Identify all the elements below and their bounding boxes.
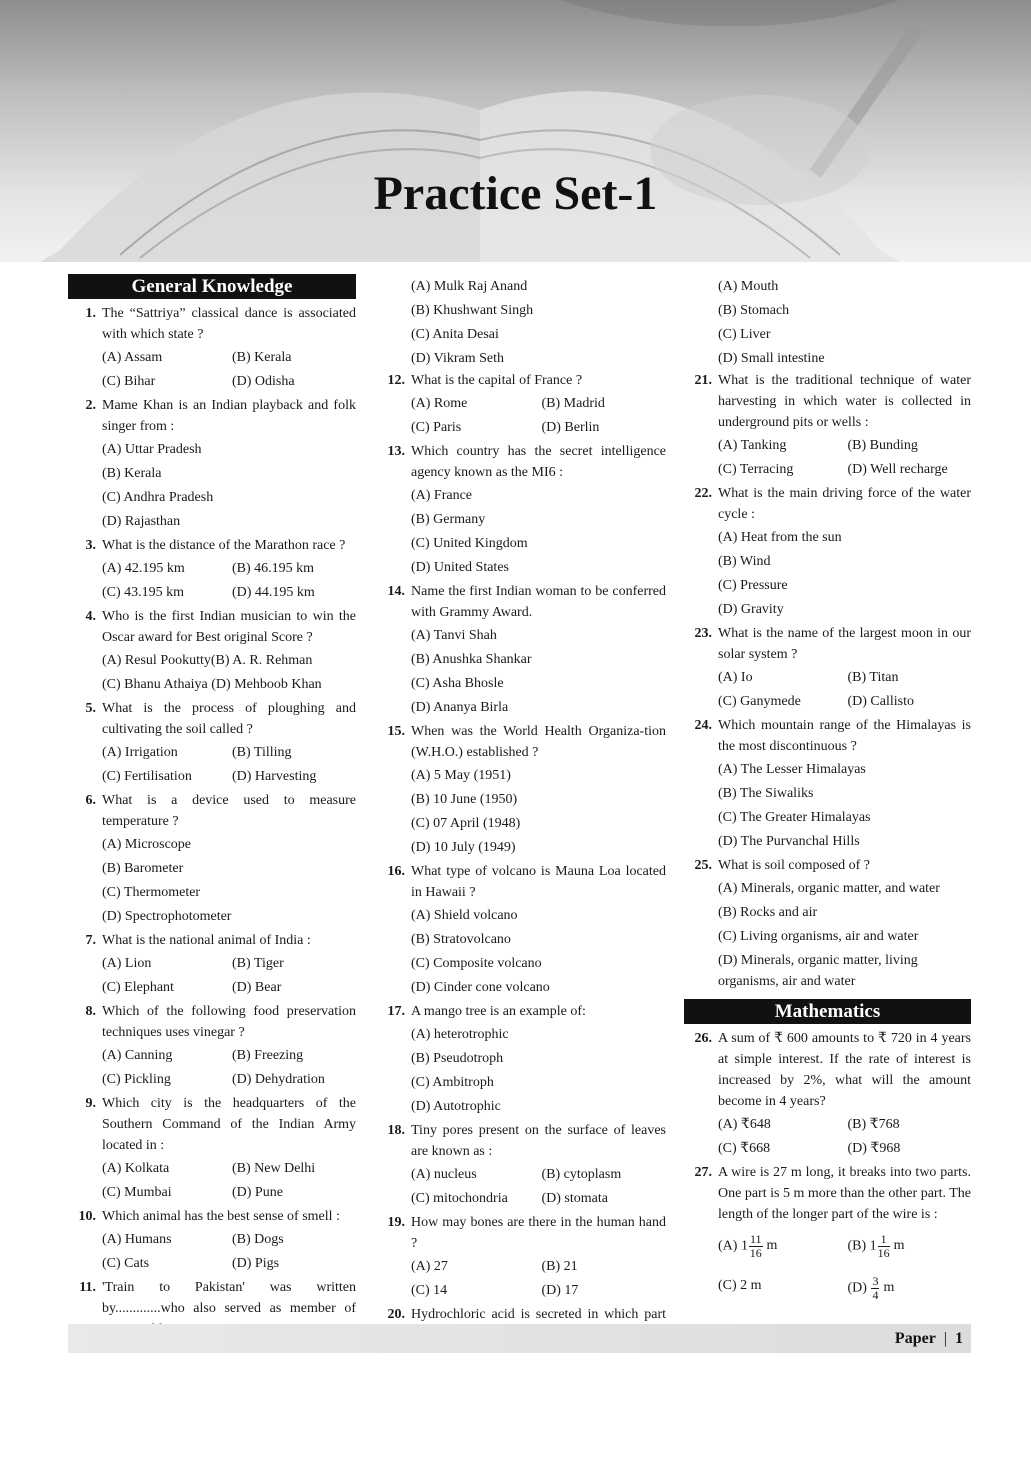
question-item — [68, 1001, 356, 1091]
option-text: (A) Tanvi Shah — [411, 627, 497, 643]
column-middle — [377, 274, 666, 1348]
question-number: 22. — [694, 486, 712, 501]
option-text: (C) Liver — [718, 326, 771, 342]
option-text: (D) The Purvanchal Hills — [718, 833, 860, 849]
option-text: (A) 27 — [411, 1258, 448, 1274]
option-text: (B) Titan — [847, 669, 899, 685]
fraction-numerator: 11 — [749, 1231, 762, 1246]
question-options — [102, 1043, 356, 1091]
option-text: (A) Kolkata — [102, 1160, 170, 1176]
question-row — [68, 303, 356, 345]
question-row — [377, 370, 666, 391]
question-options — [718, 757, 971, 853]
option-text: (C) United Kingdom — [411, 535, 528, 551]
option-text: (D) ₹968 — [847, 1140, 901, 1156]
question-item — [68, 303, 356, 393]
question-row — [68, 1093, 356, 1156]
option-text: (A) nucleus — [411, 1166, 477, 1182]
option-text: (A) Microscope — [102, 836, 192, 852]
option-text: (B) 10 June (1950) — [411, 791, 518, 807]
question-number: 6. — [85, 793, 96, 808]
question-options — [411, 391, 666, 439]
question-item — [377, 1120, 666, 1210]
question-options — [102, 1227, 356, 1275]
option-text: (C) Terracing — [718, 461, 794, 477]
option-text: (A) Minerals, organic matter, and water — [718, 880, 940, 896]
section-header-general-knowledge: General Knowledge — [68, 274, 356, 299]
question-options — [411, 1254, 666, 1302]
question-text: Who is the first Indian musician to win the Oscar award for Best original Score ? — [102, 609, 356, 645]
section-header-mathematics: Mathematics — [684, 999, 971, 1024]
question-options — [102, 437, 356, 533]
option-text: (B) The Siwaliks — [718, 785, 814, 801]
option-text: (D) Ananya Birla — [411, 699, 509, 715]
option-text: (C) Thermometer — [102, 884, 201, 900]
option-text: (C) Andhra Pradesh — [102, 489, 214, 505]
question-number: 20. — [387, 1307, 405, 1322]
option-text: (C) Bihar — [102, 373, 156, 389]
question-text: What type of volcano is Mauna Loa located in Hawaii ? — [411, 864, 666, 900]
option-text: (B) Freezing — [232, 1047, 304, 1063]
option-text: (A) France — [411, 487, 473, 503]
question-options — [411, 623, 666, 719]
option-text: (A) Humans — [102, 1231, 172, 1247]
question-number: 2. — [85, 398, 96, 413]
question-item — [68, 606, 356, 696]
option-text: (A) ₹648 — [718, 1116, 771, 1132]
option-text: (D) 10 July (1949) — [411, 839, 516, 855]
question-text: What is the main driving force of the water cycle : — [718, 486, 971, 522]
fraction-unit: m — [883, 1280, 895, 1296]
question-text: A sum of ₹ 600 amounts to ₹ 720 in 4 years at simple interest. If the rate of interest is increased by 2%, what will the amount become in 4 years? — [718, 1031, 971, 1109]
question-11-options — [411, 274, 666, 370]
option-text: (A) heterotrophic — [411, 1026, 509, 1042]
question-row — [684, 483, 971, 525]
option-fraction — [848, 1231, 972, 1261]
option-text: (D) Vikram Seth — [411, 350, 504, 366]
option-text: (C) Living organisms, air and water — [718, 928, 919, 944]
option-text: (C) Ganymede — [718, 693, 801, 709]
option-fraction — [718, 1273, 842, 1303]
option-label: (B) — [847, 1238, 870, 1254]
question-number: 15. — [387, 724, 405, 739]
option-text: (D) Bear — [232, 979, 282, 995]
option-text: (D) stomata — [541, 1190, 608, 1206]
option-label: (D) — [847, 1280, 871, 1296]
question-row — [68, 395, 356, 437]
question-number: 12. — [387, 373, 405, 388]
question-list-general-knowledge — [68, 303, 356, 1340]
question-number: 9. — [85, 1096, 96, 1111]
option-text: (A) Heat from the sun — [718, 529, 842, 545]
question-row — [377, 581, 666, 623]
option-text: (A) Shield volcano — [411, 907, 518, 923]
question-number: 19. — [387, 1215, 405, 1230]
question-number: 27. — [694, 1165, 712, 1180]
question-number: 26. — [694, 1031, 712, 1046]
question-row — [68, 930, 356, 951]
option-text: (B) cytoplasm — [541, 1166, 622, 1182]
question-item — [684, 1028, 971, 1160]
question-row — [377, 441, 666, 483]
option-text: (D) 17 — [541, 1282, 579, 1298]
question-item — [68, 1206, 356, 1275]
option-text: (B) Germany — [411, 511, 486, 527]
question-options — [102, 556, 356, 604]
question-item — [684, 1162, 971, 1225]
question-list-middle — [377, 370, 666, 1346]
question-number: 23. — [694, 626, 712, 641]
question-options — [411, 483, 666, 579]
question-text: Which country has the secret intelligence agency known as the MI6 : — [411, 444, 666, 480]
question-item — [377, 441, 666, 579]
question-item — [377, 370, 666, 439]
option-text: (C) Composite volcano — [411, 955, 542, 971]
option-text: (B) Dogs — [232, 1231, 284, 1247]
question-options — [102, 648, 356, 696]
question-text: How may bones are there in the human hand ? — [411, 1215, 666, 1251]
option-text: (A) 5 May (1951) — [411, 767, 511, 783]
question-number: 11. — [79, 1280, 96, 1295]
question-number: 13. — [387, 444, 405, 459]
question-number: 10. — [78, 1209, 96, 1224]
option-text: (C) 43.195 km — [102, 584, 185, 600]
question-text: A mango tree is an example of: — [411, 1004, 586, 1019]
question-options — [102, 740, 356, 788]
option-text: (C) 07 April (1948) — [411, 815, 521, 831]
question-row — [68, 1206, 356, 1227]
question-options — [411, 903, 666, 999]
footer-separator: | — [943, 1330, 947, 1347]
question-item — [377, 861, 666, 999]
fraction-numerator: 3 — [872, 1273, 879, 1288]
question-text: What is the capital of France ? — [411, 373, 583, 388]
option-text: (A) Mouth — [718, 278, 779, 294]
option-text: (C) Pressure — [718, 577, 788, 593]
option-text: (D) Harvesting — [232, 768, 317, 784]
column-left — [68, 274, 356, 1342]
option-text: (A) Resul Pookutty(B) A. R. Rehman — [102, 652, 313, 668]
option-text: (D) Cinder cone volcano — [411, 979, 550, 995]
option-text: (B) Kerala — [102, 465, 162, 481]
option-text: (B) Anushka Shankar — [411, 651, 532, 667]
question-row — [684, 1028, 971, 1112]
question-row — [684, 1162, 971, 1225]
question-item — [68, 395, 356, 533]
question-row — [684, 623, 971, 665]
option-text: (D) Pigs — [232, 1255, 280, 1271]
option-label: (A) — [718, 1238, 741, 1254]
book-photo-illustration — [0, 0, 1031, 262]
option-text: (B) 46.195 km — [232, 560, 315, 576]
question-text: A wire is 27 m long, it breaks into two parts. One part is 5 m more than the other part. The length of the longer part of the wire is : — [718, 1165, 971, 1222]
fraction — [871, 1275, 879, 1302]
question-item — [684, 855, 971, 993]
fraction-denominator: 4 — [872, 1287, 879, 1302]
option-text: (B) Tiger — [232, 955, 284, 971]
option-text: (D) Berlin — [541, 419, 600, 435]
question-text: Name the first Indian woman to be conferred with Grammy Award. — [411, 584, 666, 620]
question-options — [102, 1156, 356, 1204]
fraction-numerator: 1 — [878, 1233, 890, 1247]
question-row — [684, 855, 971, 876]
question-text: 'Train to Pakistan' was written by.............who also served as member of — [102, 1280, 356, 1316]
option-text: (D) Callisto — [847, 693, 914, 709]
question-item — [684, 370, 971, 481]
question-options — [102, 832, 356, 928]
option-text: (A) Canning — [102, 1047, 173, 1063]
question-number: 14. — [387, 584, 405, 599]
option-text: (B) Rocks and air — [718, 904, 818, 920]
question-row — [377, 1001, 666, 1022]
question-text: Which of the following food preservation techniques uses vinegar ? — [102, 1004, 356, 1040]
question-row — [684, 370, 971, 433]
question-text: The “Sattriya” classical dance is associated with which state ? — [102, 306, 356, 342]
option-text: (D) Autotrophic — [411, 1098, 501, 1114]
question-text: Tiny pores present on the surface of leaves are known as : — [411, 1123, 666, 1159]
option-text: (D) Well recharge — [847, 461, 948, 477]
question-options — [411, 763, 666, 859]
option-text: (B) Bunding — [847, 437, 918, 453]
option-fraction — [718, 1231, 842, 1261]
option-text: (A) Irrigation — [102, 744, 178, 760]
question-item — [68, 698, 356, 788]
question-text: Which city is the headquarters of the Southern Command of the Indian Army located in : — [102, 1096, 356, 1153]
fraction-denominator: 16 — [749, 1245, 762, 1260]
question-row — [377, 1120, 666, 1162]
option-text: (D) Odisha — [232, 373, 295, 389]
question-item — [68, 535, 356, 604]
question-item — [68, 1093, 356, 1204]
column-right — [684, 274, 971, 1303]
option-text: (B) Wind — [718, 553, 771, 569]
option-text: (B) Barometer — [102, 860, 184, 876]
option-text: (C) Elephant — [102, 979, 174, 995]
option-text: (A) Tanking — [718, 437, 787, 453]
option-text: (D) Rajasthan — [102, 513, 181, 529]
header-banner-image — [0, 0, 1031, 262]
question-text: When was the World Health Organiza-tion (W.H.O.) established ? — [411, 724, 666, 760]
question-20-options — [718, 274, 971, 370]
question-list-right — [684, 370, 971, 993]
option-text: (A) Io — [718, 669, 753, 685]
option-text: (D) United States — [411, 559, 509, 575]
question-item — [68, 790, 356, 928]
question-text: Hydrochloric acid is secreted in which part — [411, 1307, 666, 1322]
question-item — [377, 721, 666, 859]
question-number: 4. — [85, 609, 96, 624]
option-text: (C) Asha Bhosle — [411, 675, 504, 691]
footer-page-label — [895, 1330, 963, 1348]
question-options — [718, 1112, 971, 1160]
option-text: (C) Mumbai — [102, 1184, 172, 1200]
question-item — [684, 623, 971, 713]
option-text: (C) 14 — [411, 1282, 448, 1298]
question-row — [68, 535, 356, 556]
question-row — [68, 606, 356, 648]
question-number: 7. — [85, 933, 96, 948]
option-text: (C) mitochondria — [411, 1190, 508, 1206]
option-text: (D) Pune — [232, 1184, 283, 1200]
question-text: Which animal has the best sense of smell : — [102, 1209, 340, 1224]
question-number: 25. — [694, 858, 712, 873]
question-options — [718, 876, 971, 993]
question-text: What is the name of the largest moon in our solar system ? — [718, 626, 971, 662]
option-text: (A) The Lesser Himalayas — [718, 761, 866, 777]
fraction-unit: m — [766, 1238, 778, 1254]
option-text: (B) Pseudotroph — [411, 1050, 504, 1066]
option-text: (D) Gravity — [718, 601, 784, 617]
option-text: (B) Stomach — [718, 302, 790, 318]
question-item — [684, 483, 971, 621]
question-row — [68, 1001, 356, 1043]
question-row — [377, 721, 666, 763]
question-item — [68, 930, 356, 999]
option-text: (C) Ambitroph — [411, 1074, 494, 1090]
question-item — [377, 1212, 666, 1302]
fraction-whole: 1 — [740, 1238, 748, 1254]
option-text: (B) Stratovolcano — [411, 931, 511, 947]
option-text: (A) Mulk Raj Anand — [411, 278, 528, 294]
footer-page-number: 1 — [955, 1330, 963, 1347]
question-number: 1. — [85, 306, 96, 321]
option-text: (A) Lion — [102, 955, 152, 971]
question-item — [377, 581, 666, 719]
question-options — [718, 525, 971, 621]
option-text: (D) Small intestine — [718, 350, 825, 366]
option-text: (A) Uttar Pradesh — [102, 441, 202, 457]
page-title: Practice Set-1 — [373, 167, 658, 220]
option-text: (D) Spectrophotometer — [102, 908, 232, 924]
question-number: 5. — [85, 701, 96, 716]
question-row — [68, 698, 356, 740]
option-text: (C) ₹668 — [718, 1140, 771, 1156]
question-options — [718, 433, 971, 481]
option-text: (D) 44.195 km — [232, 584, 315, 600]
question-options — [411, 1022, 666, 1118]
option-text: (B) Kerala — [232, 349, 292, 365]
question-options — [102, 951, 356, 999]
option-text: (A) 42.195 km — [102, 560, 185, 576]
option-text: (D) Dehydration — [232, 1071, 325, 1087]
question-item — [684, 715, 971, 853]
question-item — [377, 1001, 666, 1118]
footer-bar — [68, 1324, 971, 1353]
option-text: (B) Madrid — [541, 395, 605, 411]
option-text: (C) The Greater Himalayas — [718, 809, 871, 825]
fraction-unit: m — [893, 1238, 905, 1254]
option-text: (C) Cats — [102, 1255, 150, 1271]
question-row — [684, 715, 971, 757]
question-text: What is the process of ploughing and cultivating the soil called ? — [102, 701, 356, 737]
question-number: 24. — [694, 718, 712, 733]
question-text: What is a device used to measure temperature ? — [102, 793, 356, 829]
option-text: (B) Tilling — [232, 744, 292, 760]
option-text: (C) Pickling — [102, 1071, 171, 1087]
question-text: What is the national animal of India : — [102, 933, 311, 948]
question-row — [68, 790, 356, 832]
question-text: What is the traditional technique of water harvesting in which water is collected in underground pits or wells : — [718, 373, 971, 430]
option-text: (B) ₹768 — [847, 1116, 900, 1132]
question-number: 18. — [387, 1123, 405, 1138]
question-27-options — [718, 1231, 971, 1303]
option-text: (C) Bhanu Athaiya (D) Mehboob Khan — [102, 676, 322, 692]
option-value: 2 m — [740, 1277, 762, 1293]
question-text: Which mountain range of the Himalayas is the most discontinuous ? — [718, 718, 971, 754]
option-text: (B) 21 — [541, 1258, 578, 1274]
option-label: (C) — [718, 1277, 741, 1293]
question-options — [102, 345, 356, 393]
option-text: (B) New Delhi — [232, 1160, 316, 1176]
question-number: 17. — [387, 1004, 405, 1019]
option-text: (C) Fertilisation — [102, 768, 192, 784]
question-number: 8. — [85, 1004, 96, 1019]
option-text: (B) Khushwant Singh — [411, 302, 534, 318]
fraction — [749, 1233, 763, 1260]
question-number: 21. — [694, 373, 712, 388]
question-text: What is the distance of the Marathon race ? — [102, 538, 346, 553]
question-text: Mame Khan is an Indian playback and folk singer from : — [102, 398, 356, 434]
fraction — [878, 1233, 890, 1260]
question-text: What is soil composed of ? — [718, 858, 871, 873]
question-options — [718, 665, 971, 713]
question-number: 3. — [85, 538, 96, 553]
option-text: (D) Minerals, organic matter, living organisms, air and water — [718, 952, 918, 989]
question-list-mathematics — [684, 1028, 971, 1225]
fraction-denominator: 16 — [877, 1245, 890, 1260]
option-text: (A) Rome — [411, 395, 468, 411]
question-number: 16. — [387, 864, 405, 879]
option-text: (C) Paris — [411, 419, 462, 435]
question-row — [377, 861, 666, 903]
fraction-whole: 1 — [869, 1238, 877, 1254]
option-text: (C) Anita Desai — [411, 326, 499, 342]
footer-paper-label: Paper — [894, 1330, 936, 1347]
option-text: (A) Assam — [102, 349, 163, 365]
question-options — [411, 1162, 666, 1210]
question-row — [377, 1212, 666, 1254]
option-fraction — [848, 1273, 972, 1303]
